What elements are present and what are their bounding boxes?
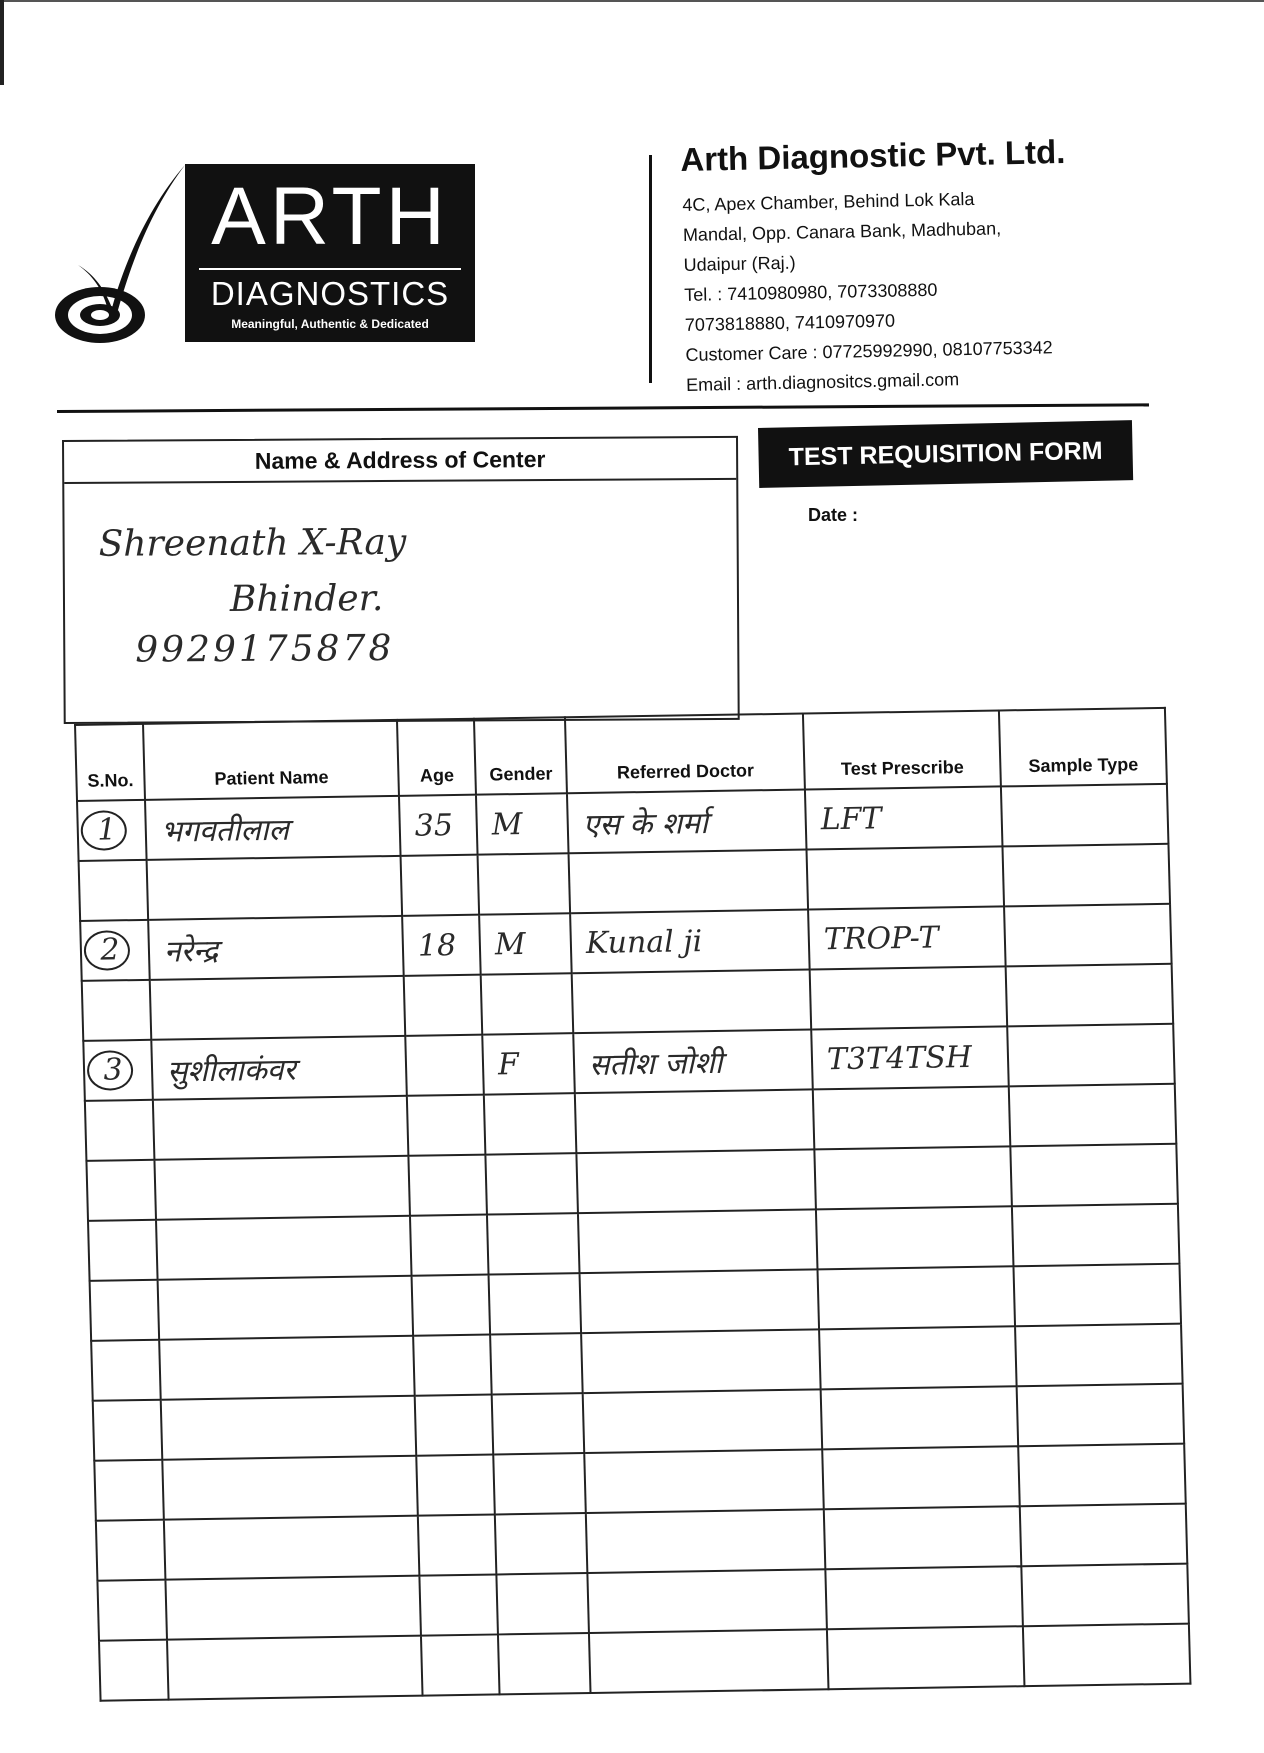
company-name: Arth Diagnostic Pvt. Ltd. <box>680 132 1066 178</box>
cell-sno-value <box>88 1173 95 1208</box>
cell-sno-value <box>100 1653 107 1688</box>
cell-age <box>405 1035 484 1096</box>
cell-gender <box>487 1213 580 1274</box>
cell-test-prescribe <box>811 1026 1009 1089</box>
cell-patient-name <box>151 1036 407 1100</box>
cell-age <box>402 915 481 976</box>
cell-patient-name <box>154 1156 410 1220</box>
cell-gender <box>489 1273 582 1334</box>
logo-badge <box>185 164 475 342</box>
cell-patient-name <box>145 796 401 860</box>
scan-edge-left <box>0 0 4 85</box>
cell-gender <box>495 1513 588 1574</box>
cell-referred-doctor-value: Kunal ji <box>585 923 703 961</box>
cell-referred-doctor-value <box>576 1105 591 1140</box>
cell-test-prescribe-value <box>828 1642 843 1677</box>
cell-sno-value <box>86 1113 93 1148</box>
cell-referred-doctor <box>573 1029 813 1093</box>
cell-referred-doctor <box>569 850 809 914</box>
cell-age-value <box>411 1228 426 1263</box>
customer-care-line: Customer Care : 07725992990, 08107753342 <box>685 337 1053 365</box>
cell-age-value <box>402 868 417 903</box>
cell-sample-type <box>1004 904 1172 967</box>
patient-table <box>74 707 1191 1702</box>
cell-referred-doctor-value <box>590 1645 605 1680</box>
cell-referred-doctor-value: सतीश जोशी <box>588 1045 723 1083</box>
center-heading: Name & Address of Center <box>64 438 736 484</box>
cell-test-prescribe-value <box>808 862 823 897</box>
cell-sample-type <box>1001 784 1169 847</box>
cell-sno-value: 2 <box>83 930 130 971</box>
cell-age <box>399 795 478 856</box>
logo-divider <box>199 268 461 270</box>
cell-test-prescribe-value <box>811 982 826 1017</box>
cell-gender-value <box>487 1167 502 1202</box>
logo-brand: ARTH <box>211 171 449 262</box>
cell-sample-type <box>1020 1504 1188 1567</box>
cell-age-value <box>421 1588 436 1623</box>
cell-sample-type <box>1018 1444 1186 1507</box>
cell-gender-value <box>490 1287 505 1322</box>
cell-test-prescribe <box>825 1566 1023 1629</box>
cell-sample-type-value <box>1020 1459 1035 1494</box>
cell-patient-name-value: भगवतीलाल <box>160 812 290 850</box>
cell-gender-value <box>493 1407 508 1442</box>
cell-patient-name-value <box>159 1292 174 1327</box>
header-test-prescribe: Test Prescribe <box>803 710 1001 789</box>
cell-patient-name-value: सुशीलाकंवर <box>166 1052 297 1090</box>
cell-sno <box>77 800 147 861</box>
cell-gender-value <box>479 867 494 902</box>
cell-sno <box>88 1220 158 1281</box>
cell-sno <box>79 860 149 921</box>
cell-gender-value: F <box>497 1046 520 1082</box>
cell-age-value <box>408 1108 423 1143</box>
cell-referred-doctor-value <box>584 1405 599 1440</box>
cell-age-value <box>414 1348 429 1383</box>
cell-gender <box>490 1333 583 1394</box>
header-patient-name: Patient Name <box>143 720 399 800</box>
cell-age <box>418 1514 497 1575</box>
cell-sno <box>99 1640 169 1701</box>
cell-patient-name-value <box>165 1532 180 1567</box>
cell-test-prescribe <box>817 1266 1015 1329</box>
cell-sno <box>90 1280 160 1341</box>
header-sample-type: Sample Type <box>999 708 1167 787</box>
cell-test-prescribe <box>819 1326 1017 1389</box>
cell-patient-name-value <box>167 1592 182 1627</box>
cell-age <box>410 1215 489 1276</box>
cell-test-prescribe-value: TROP-T <box>823 919 940 957</box>
cell-referred-doctor-value <box>587 1525 602 1560</box>
cell-gender-value <box>499 1647 514 1682</box>
cell-age-value <box>416 1408 431 1443</box>
cell-sample-type <box>1009 1084 1177 1147</box>
cell-gender-value: M <box>491 806 523 842</box>
cell-referred-doctor-value <box>570 866 585 901</box>
scan-edge-top <box>0 0 1264 2</box>
cell-referred-doctor <box>580 1269 820 1333</box>
patient-table-wrapper <box>74 707 1189 1702</box>
cell-gender-value <box>488 1227 503 1262</box>
cell-age <box>404 975 483 1036</box>
cell-patient-name-value <box>164 1472 179 1507</box>
cell-patient-name-value <box>156 1172 171 1207</box>
cell-patient-name-value <box>148 872 163 907</box>
cell-age <box>401 855 480 916</box>
cell-test-prescribe <box>816 1206 1014 1269</box>
cell-gender <box>476 793 569 854</box>
cell-gender <box>479 913 572 974</box>
cell-referred-doctor-value <box>589 1585 604 1620</box>
cell-sample-type <box>1010 1144 1178 1207</box>
header-age: Age <box>397 719 476 796</box>
cell-patient-name <box>162 1456 418 1520</box>
cell-patient-name-value <box>162 1412 177 1447</box>
cell-test-prescribe-value: LFT <box>820 800 882 837</box>
cell-sno-value: 3 <box>87 1050 134 1091</box>
cell-referred-doctor <box>570 909 810 973</box>
center-name-handwritten: Shreenath X-Ray <box>98 521 407 565</box>
cell-referred-doctor-value <box>573 985 588 1020</box>
cell-gender-value <box>482 987 497 1022</box>
cell-test-prescribe <box>805 786 1003 849</box>
cell-age <box>413 1335 492 1396</box>
cell-gender <box>478 853 571 914</box>
cell-referred-doctor <box>567 790 807 854</box>
cell-test-prescribe <box>822 1446 1020 1509</box>
cell-sample-type <box>1015 1324 1183 1387</box>
cell-gender <box>492 1393 585 1454</box>
cell-sample-type <box>1006 964 1174 1027</box>
cell-referred-doctor <box>589 1629 829 1693</box>
cell-sno <box>91 1340 161 1401</box>
table-body <box>77 784 1190 1701</box>
cell-gender-value: M <box>494 926 527 962</box>
cell-gender-value <box>491 1347 506 1382</box>
cell-age <box>419 1574 498 1635</box>
center-phone-handwritten: 9929175878 <box>135 627 395 671</box>
cell-referred-doctor-value <box>578 1165 593 1200</box>
cell-test-prescribe <box>814 1146 1012 1209</box>
cell-patient-name <box>150 976 406 1040</box>
cell-age-value: 35 <box>414 807 454 844</box>
date-label: Date : <box>808 505 859 525</box>
cell-patient-name-value <box>151 992 166 1027</box>
cell-sample-type-value <box>1012 1159 1027 1194</box>
cell-sample-type-value <box>1018 1399 1033 1434</box>
cell-referred-doctor <box>575 1089 815 1153</box>
center-place-handwritten: Bhinder. <box>229 578 384 620</box>
cell-sno-value <box>91 1293 98 1328</box>
cell-referred-doctor-value <box>586 1465 601 1500</box>
cell-sno <box>96 1520 166 1581</box>
cell-sno-value <box>96 1473 103 1508</box>
company-logo <box>50 160 480 350</box>
cell-referred-doctor <box>578 1209 818 1273</box>
cell-test-prescribe-value <box>825 1522 840 1557</box>
cell-test-prescribe-value <box>827 1582 842 1617</box>
cell-patient-name <box>165 1576 421 1640</box>
cell-sno <box>93 1400 163 1461</box>
cell-test-prescribe-value <box>814 1102 829 1137</box>
cell-gender <box>481 973 574 1034</box>
cell-sample-type-value <box>1021 1519 1036 1554</box>
phone-line: 7073818880, 7410970970 <box>684 310 896 335</box>
cell-gender-value <box>498 1587 513 1622</box>
cell-sno <box>94 1460 164 1521</box>
cell-referred-doctor <box>572 969 812 1033</box>
cell-sno <box>85 1100 155 1161</box>
cell-sno <box>86 1160 156 1221</box>
cell-age <box>416 1455 495 1516</box>
cell-referred-doctor-value <box>579 1225 594 1260</box>
cell-referred-doctor <box>586 1509 826 1573</box>
header-gender: Gender <box>474 717 567 794</box>
cell-sample-type-value <box>1007 979 1022 1014</box>
cell-sno-value <box>92 1353 99 1388</box>
cell-test-prescribe <box>810 966 1008 1029</box>
cell-age-value <box>413 1288 428 1323</box>
cell-sno-value <box>94 1413 101 1448</box>
cell-age <box>407 1095 486 1156</box>
cell-sample-type <box>1007 1024 1175 1087</box>
cell-sno-value <box>97 1533 104 1568</box>
cell-age <box>415 1395 494 1456</box>
cell-patient-name-value <box>168 1652 183 1687</box>
cell-sno-value <box>89 1233 96 1268</box>
cell-sno <box>80 920 150 981</box>
header-referred-doctor: Referred Doctor <box>565 714 805 794</box>
cell-referred-doctor-value <box>582 1345 597 1380</box>
cell-referred-doctor <box>576 1149 816 1213</box>
cell-patient-name <box>159 1336 415 1400</box>
cell-referred-doctor-value: एस के शर्मा <box>582 805 709 843</box>
cell-test-prescribe-value <box>820 1342 835 1377</box>
header-sno: S.No. <box>75 724 145 801</box>
cell-gender-value <box>496 1527 511 1562</box>
cell-sno-value: 1 <box>80 810 127 851</box>
cell-age-value: 18 <box>417 927 457 964</box>
cell-test-prescribe <box>821 1386 1019 1449</box>
header-divider <box>649 155 652 383</box>
cell-age-value <box>407 1048 422 1083</box>
cell-sample-type <box>1017 1384 1185 1447</box>
cell-gender <box>482 1033 575 1094</box>
cell-patient-name <box>164 1516 420 1580</box>
cell-patient-name <box>148 916 404 980</box>
cell-sample-type-value <box>1009 1039 1024 1074</box>
cell-test-prescribe-value <box>819 1282 834 1317</box>
cell-test-prescribe-value <box>816 1162 831 1197</box>
cell-sample-type-value <box>1013 1219 1028 1254</box>
cell-age-value <box>418 1468 433 1503</box>
cell-gender <box>498 1633 591 1694</box>
cell-patient-name-value <box>160 1352 175 1387</box>
cell-sample-type <box>1013 1264 1181 1327</box>
cell-test-prescribe <box>827 1626 1025 1689</box>
cell-gender-value <box>485 1107 500 1142</box>
cell-patient-name <box>167 1636 423 1700</box>
logo-subtitle: DIAGNOSTICS <box>210 275 450 312</box>
address-line: Mandal, Opp. Canara Bank, Madhuban, <box>682 218 1002 245</box>
cell-sample-type <box>1012 1204 1180 1267</box>
cell-patient-name <box>147 856 403 920</box>
cell-test-prescribe <box>808 906 1006 969</box>
checkmark-target-icon <box>50 160 190 350</box>
cell-test-prescribe <box>813 1086 1011 1149</box>
cell-gender <box>496 1573 589 1634</box>
cell-patient-name <box>156 1216 412 1280</box>
cell-sno <box>97 1580 167 1641</box>
phone-line: Tel. : 7410980980, 7073308880 <box>683 279 938 305</box>
form-title: TEST REQUISITION FORM <box>758 420 1133 488</box>
cell-test-prescribe-value: T3T4TSH <box>826 1039 973 1077</box>
center-address-box <box>62 436 740 724</box>
address-line: Udaipur (Raj.) <box>683 252 796 275</box>
cell-referred-doctor <box>583 1389 823 1453</box>
cell-referred-doctor <box>581 1329 821 1393</box>
cell-test-prescribe-value <box>824 1462 839 1497</box>
cell-age <box>412 1275 491 1336</box>
cell-patient-name <box>158 1276 414 1340</box>
cell-sample-type <box>1021 1564 1189 1627</box>
cell-sno <box>83 1040 153 1101</box>
cell-test-prescribe-value <box>817 1222 832 1257</box>
cell-age-value <box>410 1168 425 1203</box>
cell-gender <box>485 1153 578 1214</box>
cell-test-prescribe <box>806 846 1004 909</box>
cell-sample-type <box>1002 844 1170 907</box>
email-line: Email : arth.diagnositcs.gmail.com <box>685 369 960 395</box>
cell-referred-doctor <box>587 1569 827 1633</box>
cell-gender-value <box>495 1467 510 1502</box>
cell-sample-type-value <box>1016 1339 1031 1374</box>
cell-sample-type-value <box>1005 919 1020 954</box>
cell-sample-type-value <box>1023 1578 1038 1613</box>
cell-sno-value <box>80 873 87 908</box>
cell-referred-doctor-value <box>581 1285 596 1320</box>
cell-sno <box>82 980 152 1041</box>
cell-sample-type-value <box>1010 1099 1025 1134</box>
cell-patient-name-value <box>157 1232 172 1267</box>
address-line: 4C, Apex Chamber, Behind Lok Kala <box>682 188 975 215</box>
cell-test-prescribe <box>824 1506 1022 1569</box>
cell-patient-name <box>153 1096 409 1160</box>
company-contact <box>682 182 1054 400</box>
cell-referred-doctor <box>584 1449 824 1513</box>
cell-patient-name-value: नरेन्द्र <box>163 933 219 970</box>
cell-sample-type-value <box>1004 859 1019 894</box>
cell-age <box>408 1155 487 1216</box>
cell-age-value <box>419 1528 434 1563</box>
cell-patient-name <box>161 1396 417 1460</box>
cell-sample-type-value <box>1015 1279 1030 1314</box>
cell-age-value <box>422 1648 437 1683</box>
cell-age-value <box>405 988 420 1023</box>
cell-test-prescribe-value <box>822 1402 837 1437</box>
cell-sno-value <box>99 1593 106 1628</box>
cell-age <box>421 1634 500 1695</box>
header-rule <box>57 403 1149 413</box>
cell-gender <box>484 1093 577 1154</box>
cell-sno-value <box>83 993 90 1028</box>
cell-sample-type-value <box>1024 1638 1039 1673</box>
cell-patient-name-value <box>154 1112 169 1147</box>
logo-tagline: Meaningful, Authentic & Dedicated <box>231 317 429 331</box>
cell-sample-type-value <box>1002 799 1017 834</box>
cell-gender <box>493 1453 586 1514</box>
cell-sample-type <box>1023 1624 1191 1687</box>
